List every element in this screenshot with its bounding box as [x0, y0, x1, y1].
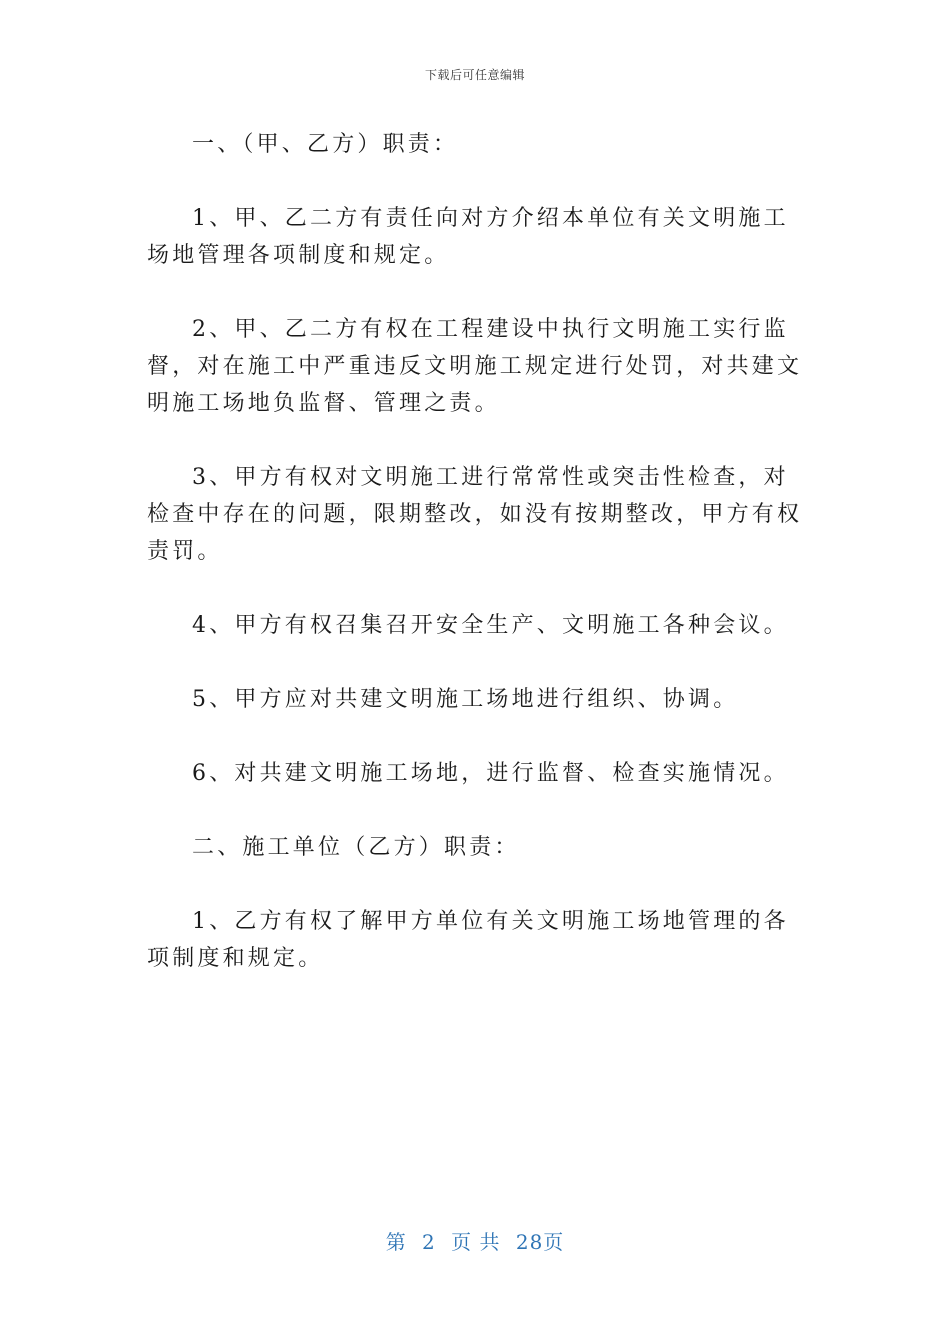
footer-middle: 页 共 — [451, 1230, 501, 1254]
footer-prefix: 第 — [385, 1230, 407, 1254]
footer-total-pages: 28页 — [515, 1230, 565, 1254]
paragraph-5: 5、甲方应对共建文明施工场地进行组织、协调。 — [192, 687, 739, 712]
paragraph-3: 3、甲方有权对文明施工进行常常性或突击性检查，对检查中存在的问题，限期整改，如没有按期整改，甲方有权责罚。 — [147, 465, 803, 564]
paragraph-7: 1、乙方有权了解甲方单位有关文明施工场地管理的各项制度和规定。 — [147, 909, 789, 971]
paragraph-2: 2、甲、乙二方有权在工程建设中执行文明施工实行监督，对在施工中严重违反文明施工规定进行处罚，对共建文明施工场地负监督、管理之责。 — [147, 317, 803, 416]
paragraph-6: 6、对共建文明施工场地，进行监督、检查实施情况。 — [192, 761, 789, 786]
section-heading-2: 二、施工单位（乙方）职责： — [192, 835, 520, 860]
document-body — [147, 126, 807, 977]
paragraph-1: 1、甲、乙二方有责任向对方介绍本单位有关文明施工场地管理各项制度和规定。 — [147, 206, 789, 268]
section-heading-1: 一、（甲、乙方）职责： — [192, 132, 459, 157]
page-header-note: 下载后可任意编辑 — [424, 68, 525, 82]
footer-current-page: 2 — [422, 1230, 436, 1254]
paragraph-4: 4、甲方有权召集召开安全生产、文明施工各种会议。 — [192, 613, 789, 638]
page-footer — [0, 1226, 950, 1255]
